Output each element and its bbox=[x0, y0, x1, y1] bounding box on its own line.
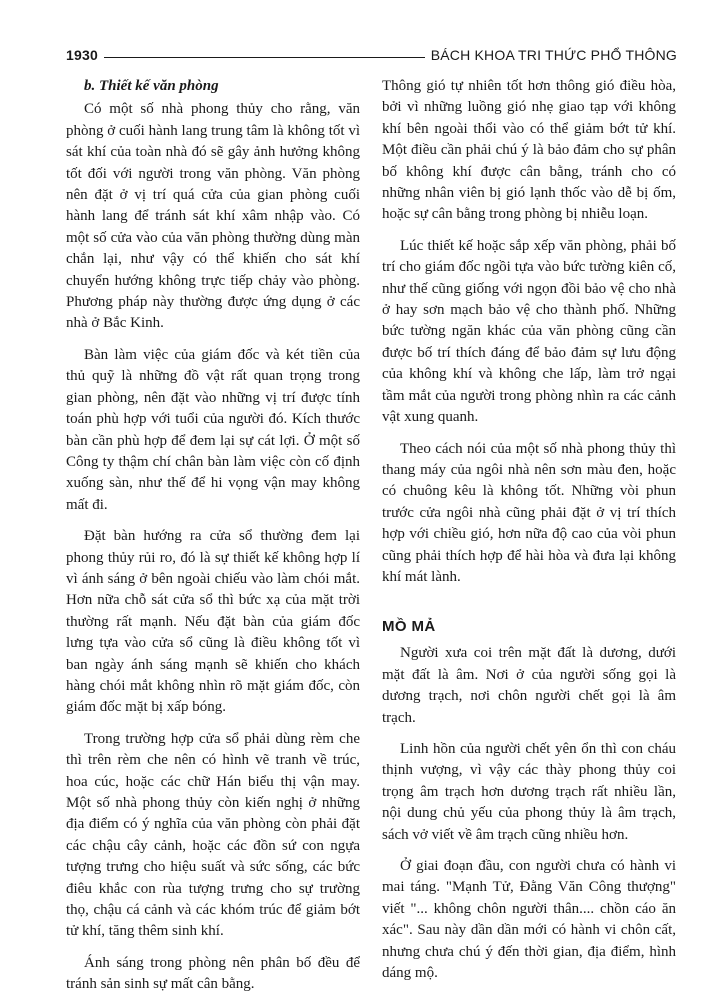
paragraph: Ánh sáng trong phòng nên phân bố đều để tránh sản sinh sự mất cân bằng. bbox=[66, 954, 360, 993]
paragraph: Theo cách nói của một số nhà phong thủy thì thang máy của ngôi nhà nên sơn màu đen, hoặc có chuông kêu là không tốt. Những vòi phun trước cửa ngôi nhà cũng phải đặt ở vị trí thích hợp với chiều gió, hơn nữa độ cao của vòi phun cũng phải thích hợp để hài hòa và đưa lại không khí mát lành. bbox=[382, 440, 676, 585]
paragraph: Ở giai đoạn đầu, con người chưa có hành vi mai táng. "Mạnh Tử, Đằng Văn Công thượng" viết "... không chôn người thân.... chồn cáo ăn xác". Sau này dần dần mới có hành vi chôn cất, nhưng chưa chú ý đến thời gian, địa điểm, hình dáng mộ. bbox=[382, 858, 676, 982]
header-rule bbox=[104, 57, 425, 58]
left-column bbox=[66, 76, 360, 1006]
paragraph: Lúc thiết kế hoặc sắp xếp văn phòng, phải bố trí cho giám đốc ngồi tựa vào bức tường kiên cố, như thế cũng giống với ngọn đồi bảo vệ cho nhà ở hay sơn mạch bảo vệ cho thành phố. Những bức tường ngăn khác của văn phòng cũng cần được bố trí thích đáng để bảo đảm sự lưu động của không khí và không che lấp, làm trở ngại tầm mắt của người trong phòng nhìn ra các cảnh vật xung quanh. bbox=[382, 237, 676, 426]
page-header bbox=[66, 38, 677, 62]
paragraph: Linh hồn của người chết yên ổn thì con cháu thịnh vượng, vì vậy các thày phong thủy coi trọng âm trạch hơn dương trạch rất nhiều lần, nội dung chủ yếu của phong thủy là âm trạch, sách vở viết về âm trạch cũng nhiều hơn. bbox=[382, 740, 676, 843]
running-title: BÁCH KHOA TRI THỨC PHỔ THÔNG bbox=[430, 47, 677, 63]
paragraph: Bàn làm việc của giám đốc và két tiền của thủ quỹ là những đồ vật rất quan trọng trong gian phòng, nên đặt vào những vị trí được tính toán phù hợp với tuổi của người đó. Kích thước bàn cần phù hợp để đem lại sự cát lợi. Ở một số Công ty thậm chí chân bàn làm việc còn cố định xuống sàn, như thế để hi vọng vận may không mất đi. bbox=[66, 346, 360, 513]
section-heading-graves: MỒ MẢ bbox=[382, 618, 436, 636]
page-number: 1930 bbox=[66, 47, 98, 63]
paragraph: Thông gió tự nhiên tốt hơn thông gió điều hòa, bởi vì những luồng gió nhẹ giao tạp với không khí bên ngoài thổi vào có thể giảm bớt tử khí. Một điều cần phải chú ý là bảo đảm cho sự phân bố không khí được cân bằng, tránh cho có những nhân viên bị gió lạnh thốc vào dễ bị ốm, hoặc sự cân bằng trong phòng bị nhiễu loạn. bbox=[382, 78, 676, 223]
paragraph: Người xưa coi trên mặt đất là dương, dưới mặt đất là âm. Nơi ở của người sống gọi là dương trạch, nơi chôn người chết gọi là âm trạch. bbox=[382, 645, 676, 726]
paragraph: Trong trường hợp cửa sổ phải dùng rèm che thì trên rèm che nên có hình vẽ tranh về trúc, hoa cúc, hoặc các chữ Hán biểu thị vận may. Một số nhà phong thủy còn kiến nghị ở những địa điểm có ý nghĩa của văn phòng còn phải đặt các chậu cây cảnh, hoặc các đồn sứ con ngựa tượng trưng cho hiệu suất và sức sống, các bức điêu khắc con rùa tượng trưng cho sự trường thọ, chậu cá cảnh và các khóm trúc để giảm bớt tử khí, tăng thêm sinh khí. bbox=[66, 730, 360, 940]
paragraph: Có một số nhà phong thủy cho rằng, văn phòng ở cuối hành lang trung tâm là không tốt vì sát khí của toàn nhà đó sẽ gây ảnh hưởng không tốt đối với người trong văn phòng. Văn phòng nên đặt ở vị trí quá cửa của gian phòng cuối hành lang để tránh sát khí xâm nhập vào. Có một số cửa vào của văn phòng thường dùng màn chắn lại, như vậy có thể khiến cho sát khí chuyển hướng không trực tiếp chảy vào phòng. Phương pháp này thường được ứng dụng ở các nhà ở Bắc Kinh. bbox=[66, 101, 360, 332]
right-column bbox=[382, 76, 676, 1006]
text-columns bbox=[66, 76, 677, 1006]
paragraph: Đặt bàn hướng ra cửa sổ thường đem lại phong thủy rủi ro, đó là sự thiết kế không hợp lí vì ánh sáng ở bên ngoài chiếu vào làm chói mắt. Hơn nữa chỗ sát cửa sổ thì bức xạ của mặt trời thường rất mạnh. Nếu đặt bàn của giám đốc lưng tựa vào cửa sổ cũng là điều không tốt vì ban ngày ánh sáng mạnh sẽ khiến cho khách hàng chói mắt không nhìn rõ mặt giám đốc, còn giám đốc mặt bị xấp bóng. bbox=[66, 528, 360, 716]
subheading-office-design: b. Thiết kế văn phòng bbox=[84, 78, 219, 94]
